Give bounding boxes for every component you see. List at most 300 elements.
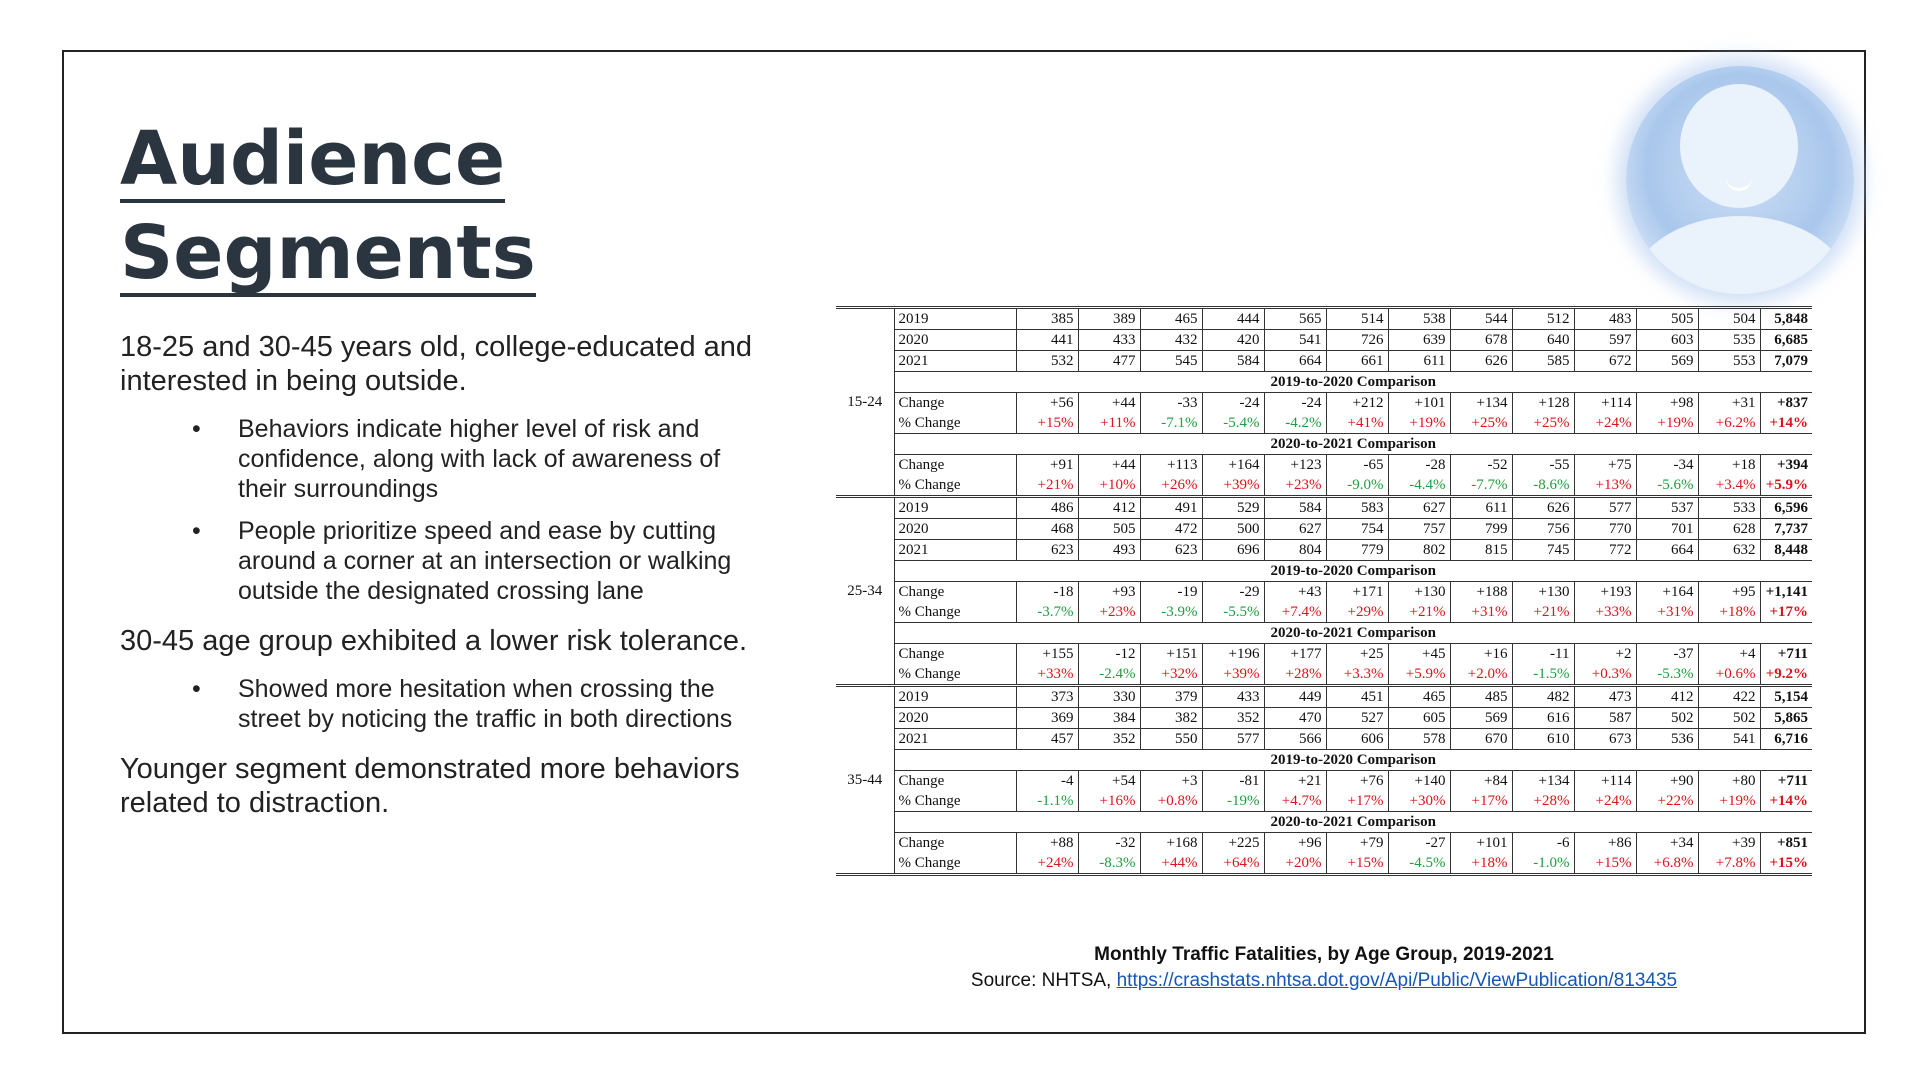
table-cell: +32%: [1140, 664, 1202, 686]
table-cell: 532: [1016, 351, 1078, 372]
row-total: +15%: [1760, 853, 1812, 875]
table-cell: 565: [1264, 308, 1326, 330]
slide-title: [120, 112, 536, 300]
table-cell: 470: [1264, 708, 1326, 729]
table-cell: +41%: [1326, 413, 1388, 434]
age-group-label: 15-24: [836, 308, 894, 497]
row-total: 6,685: [1760, 330, 1812, 351]
table-cell: -19: [1140, 582, 1202, 603]
table-cell: +64%: [1202, 853, 1264, 875]
table-cell: +128: [1512, 393, 1574, 414]
table-cell: -29: [1202, 582, 1264, 603]
table-cell: +18: [1698, 455, 1760, 476]
table-cell: +24%: [1574, 791, 1636, 812]
age-group-label: 35-44: [836, 686, 894, 875]
table-cell: +21: [1264, 771, 1326, 792]
table-cell: 465: [1140, 308, 1202, 330]
table-cell: 444: [1202, 308, 1264, 330]
row-label: 2021: [894, 540, 1016, 561]
table-cell: +22%: [1636, 791, 1698, 812]
table-cell: +24%: [1016, 853, 1078, 875]
table-cell: 505: [1636, 308, 1698, 330]
fatalities-table: [836, 306, 1812, 876]
table-cell: +39%: [1202, 664, 1264, 686]
table-cell: +164: [1202, 455, 1264, 476]
table-cell: +113: [1140, 455, 1202, 476]
table-cell: 512: [1512, 308, 1574, 330]
table-cell: 611: [1450, 497, 1512, 519]
table-cell: 545: [1140, 351, 1202, 372]
table-cell: 756: [1512, 519, 1574, 540]
table-cell: -4: [1016, 771, 1078, 792]
row-label: % Change: [894, 853, 1016, 875]
table-cell: +0.8%: [1140, 791, 1202, 812]
table-cell: +6.2%: [1698, 413, 1760, 434]
table-row: [836, 330, 1812, 351]
table-cell: +17%: [1326, 791, 1388, 812]
table-cell: +45: [1388, 644, 1450, 665]
row-total: 7,079: [1760, 351, 1812, 372]
table-cell: -33: [1140, 393, 1202, 414]
table-cell: -11: [1512, 644, 1574, 665]
table-cell: 485: [1450, 686, 1512, 708]
row-label: Change: [894, 644, 1016, 665]
table-cell: 678: [1450, 330, 1512, 351]
row-label: Change: [894, 582, 1016, 603]
table-cell: -18: [1016, 582, 1078, 603]
comparison-header: 2020-to-2021 Comparison: [894, 434, 1812, 455]
table-cell: -2.4%: [1078, 664, 1140, 686]
table-cell: +21%: [1388, 602, 1450, 623]
table-cell: +93: [1078, 582, 1140, 603]
table-cell: -3.7%: [1016, 602, 1078, 623]
table-cell: -1.5%: [1512, 664, 1574, 686]
table-cell: +212: [1326, 393, 1388, 414]
table-cell: 726: [1326, 330, 1388, 351]
change-row: [836, 455, 1812, 476]
table-cell: -1.1%: [1016, 791, 1078, 812]
row-label: Change: [894, 455, 1016, 476]
table-cell: 544: [1450, 308, 1512, 330]
table-cell: -24: [1264, 393, 1326, 414]
change-row: [836, 644, 1812, 665]
table-cell: 369: [1016, 708, 1078, 729]
table-cell: +39: [1698, 833, 1760, 854]
table-cell: 468: [1016, 519, 1078, 540]
table-cell: -81: [1202, 771, 1264, 792]
table-cell: +21%: [1016, 475, 1078, 497]
table-cell: +31%: [1450, 602, 1512, 623]
paragraph: 18-25 and 30-45 years old, college-educated and interested in being outside.: [120, 331, 753, 397]
table-cell: 661: [1326, 351, 1388, 372]
table-cell: +23%: [1264, 475, 1326, 497]
table-cell: +31%: [1636, 602, 1698, 623]
table-cell: +23%: [1078, 602, 1140, 623]
row-label: Change: [894, 393, 1016, 414]
table-cell: 584: [1202, 351, 1264, 372]
table-cell: -6: [1512, 833, 1574, 854]
table-cell: -7.1%: [1140, 413, 1202, 434]
table-cell: +123: [1264, 455, 1326, 476]
table-cell: -5.5%: [1202, 602, 1264, 623]
table-cell: 627: [1388, 497, 1450, 519]
table-cell: 491: [1140, 497, 1202, 519]
table-cell: -37: [1636, 644, 1698, 665]
row-total: 7,737: [1760, 519, 1812, 540]
table-cell: +24%: [1574, 413, 1636, 434]
table-cell: -12: [1078, 644, 1140, 665]
table-cell: 533: [1698, 497, 1760, 519]
row-total: +837: [1776, 395, 1808, 411]
table-cell: 605: [1388, 708, 1450, 729]
table-cell: 537: [1636, 497, 1698, 519]
table-cell: 566: [1264, 729, 1326, 750]
table-cell: 473: [1574, 686, 1636, 708]
table-cell: +39%: [1202, 475, 1264, 497]
table-cell: +28%: [1512, 791, 1574, 812]
paragraph: 30-45 age group exhibited a lower risk tolerance.: [120, 625, 748, 657]
table-row: [836, 351, 1812, 372]
table-cell: +91: [1016, 455, 1078, 476]
row-label: 2020: [894, 330, 1016, 351]
table-cell: -3.9%: [1140, 602, 1202, 623]
table-cell: +188: [1450, 582, 1512, 603]
table-cell: +2.0%: [1450, 664, 1512, 686]
table-cell: 603: [1636, 330, 1698, 351]
table-cell: +44%: [1140, 853, 1202, 875]
comparison-header-row: [836, 623, 1812, 644]
table-cell: +15%: [1326, 853, 1388, 875]
table-cell: -55: [1512, 455, 1574, 476]
table-cell: 584: [1264, 497, 1326, 519]
table-cell: 389: [1078, 308, 1140, 330]
pct-change-row: [836, 664, 1812, 686]
table-cell: +130: [1388, 582, 1450, 603]
table-cell: +19%: [1698, 791, 1760, 812]
table-cell: 757: [1388, 519, 1450, 540]
comparison-header: 2019-to-2020 Comparison: [894, 561, 1812, 582]
table-row: [836, 729, 1812, 750]
table-cell: 502: [1698, 708, 1760, 729]
table-cell: +11%: [1078, 413, 1140, 434]
table-cell: 412: [1078, 497, 1140, 519]
row-total: +711: [1777, 646, 1808, 662]
title-line-1: Audience: [120, 116, 506, 202]
table-cell: 585: [1512, 351, 1574, 372]
row-label: % Change: [894, 602, 1016, 623]
table-row: [836, 519, 1812, 540]
comparison-header: 2019-to-2020 Comparison: [894, 750, 1812, 771]
table-row: [836, 540, 1812, 561]
row-label: % Change: [894, 413, 1016, 434]
comparison-header: 2020-to-2021 Comparison: [894, 812, 1812, 833]
table-cell: -28: [1388, 455, 1450, 476]
table-cell: 379: [1140, 686, 1202, 708]
table-cell: 569: [1450, 708, 1512, 729]
avatar-shoulders: [1630, 216, 1850, 294]
table-cell: 535: [1698, 330, 1760, 351]
table-cell: +140: [1388, 771, 1450, 792]
table-cell: 628: [1698, 519, 1760, 540]
table-cell: 569: [1636, 351, 1698, 372]
table-cell: +31: [1698, 393, 1760, 414]
table-cell: -4.4%: [1388, 475, 1450, 497]
table-cell: +3.3%: [1326, 664, 1388, 686]
comparison-header-row: [836, 812, 1812, 833]
table-cell: +168: [1140, 833, 1202, 854]
table-cell: 623: [1016, 540, 1078, 561]
table-cell: +3: [1140, 771, 1202, 792]
table-cell: 505: [1078, 519, 1140, 540]
table-cell: +33%: [1574, 602, 1636, 623]
table-cell: 420: [1202, 330, 1264, 351]
table-cell: +30%: [1388, 791, 1450, 812]
table-cell: +10%: [1078, 475, 1140, 497]
table-cell: 606: [1326, 729, 1388, 750]
table-cell: +164: [1636, 582, 1698, 603]
table-cell: -8.6%: [1512, 475, 1574, 497]
table-cell: 701: [1636, 519, 1698, 540]
table-cell: +114: [1574, 771, 1636, 792]
table-cell: +19%: [1636, 413, 1698, 434]
table-cell: +26%: [1140, 475, 1202, 497]
row-label: 2019: [894, 497, 1016, 519]
table-cell: 627: [1264, 519, 1326, 540]
table-cell: 412: [1636, 686, 1698, 708]
caption-source: Source: NHTSA, https://crashstats.nhtsa.dot.gov/Api/Public/ViewPublication/813435: [970, 970, 1678, 991]
row-total: +1,141: [1765, 584, 1808, 600]
table-cell: 611: [1388, 351, 1450, 372]
table-cell: 382: [1140, 708, 1202, 729]
table-cell: +54: [1078, 771, 1140, 792]
table-cell: -24: [1202, 393, 1264, 414]
table-cell: 330: [1078, 686, 1140, 708]
table-row: [836, 708, 1812, 729]
table-cell: 577: [1202, 729, 1264, 750]
table-cell: 550: [1140, 729, 1202, 750]
table-cell: +134: [1450, 393, 1512, 414]
row-label: % Change: [894, 791, 1016, 812]
table-cell: -32: [1078, 833, 1140, 854]
row-total: 5,848: [1760, 308, 1812, 330]
table-cell: 664: [1264, 351, 1326, 372]
table-cell: 553: [1698, 351, 1760, 372]
table-cell: +86: [1574, 833, 1636, 854]
row-total: 5,865: [1760, 708, 1812, 729]
table-cell: +44: [1078, 455, 1140, 476]
pct-change-row: [836, 413, 1812, 434]
table-cell: +5.9%: [1388, 664, 1450, 686]
table-cell: 672: [1574, 351, 1636, 372]
table-cell: 802: [1388, 540, 1450, 561]
table-cell: 432: [1140, 330, 1202, 351]
table-cell: 538: [1388, 308, 1450, 330]
table-cell: +155: [1016, 644, 1078, 665]
table-cell: 536: [1636, 729, 1698, 750]
table-cell: 500: [1202, 519, 1264, 540]
change-row: [836, 582, 1812, 603]
bullet-icon: •: [192, 517, 201, 545]
table-cell: -5.4%: [1202, 413, 1264, 434]
table-cell: 352: [1078, 729, 1140, 750]
table-cell: +15%: [1574, 853, 1636, 875]
table-cell: 373: [1016, 686, 1078, 708]
row-label: 2019: [894, 308, 1016, 330]
table-cell: +20%: [1264, 853, 1326, 875]
table-cell: 493: [1078, 540, 1140, 561]
table-cell: 577: [1574, 497, 1636, 519]
table-cell: 626: [1512, 497, 1574, 519]
table-cell: +33%: [1016, 664, 1078, 686]
row-total: +14%: [1760, 791, 1812, 812]
row-total: +5.9%: [1760, 475, 1812, 497]
table-cell: +75: [1574, 455, 1636, 476]
table-cell: 799: [1450, 519, 1512, 540]
table-cell: 465: [1388, 686, 1450, 708]
bullet-item: • Behaviors indicate higher level of risk and confidence, along with lack of awareness of their surroundings: [192, 415, 721, 503]
change-row: [836, 833, 1812, 854]
table-cell: +101: [1388, 393, 1450, 414]
pct-change-row: [836, 475, 1812, 497]
comparison-header-row: [836, 561, 1812, 582]
table-cell: +6.8%: [1636, 853, 1698, 875]
table-cell: -34: [1636, 455, 1698, 476]
table-cell: 583: [1326, 497, 1388, 519]
table-cell: +193: [1574, 582, 1636, 603]
table-cell: 385: [1016, 308, 1078, 330]
table-cell: +15%: [1016, 413, 1078, 434]
table-cell: 578: [1388, 729, 1450, 750]
table-cell: +18%: [1698, 602, 1760, 623]
pct-change-row: [836, 853, 1812, 875]
row-label: % Change: [894, 475, 1016, 497]
table-cell: +43: [1264, 582, 1326, 603]
table-cell: -8.3%: [1078, 853, 1140, 875]
table-cell: 616: [1512, 708, 1574, 729]
source-link[interactable]: https://crashstats.nhtsa.dot.gov/Api/Public/ViewPublication/813435: [1116, 970, 1678, 991]
row-label: 2021: [894, 729, 1016, 750]
table-cell: +79: [1326, 833, 1388, 854]
table-cell: +2: [1574, 644, 1636, 665]
table-cell: +98: [1636, 393, 1698, 414]
table-cell: -5.3%: [1636, 664, 1698, 686]
table-cell: 640: [1512, 330, 1574, 351]
pct-change-row: [836, 602, 1812, 623]
bullet-item: • People prioritize speed and ease by cutting around a corner at an intersection or walking outside the designated crossing lane: [192, 517, 732, 605]
table-cell: 626: [1450, 351, 1512, 372]
table-cell: +7.4%: [1264, 602, 1326, 623]
table-cell: 673: [1574, 729, 1636, 750]
comparison-header: 2019-to-2020 Comparison: [894, 372, 1812, 393]
table-cell: 483: [1574, 308, 1636, 330]
table-cell: -5.6%: [1636, 475, 1698, 497]
row-label: 2020: [894, 519, 1016, 540]
bullet-item: • Showed more hesitation when crossing the street by noticing the traffic in both directions: [192, 675, 733, 733]
table-cell: +130: [1512, 582, 1574, 603]
table-cell: +13%: [1574, 475, 1636, 497]
table-cell: +21%: [1512, 602, 1574, 623]
table-cell: 433: [1078, 330, 1140, 351]
table-cell: -1.0%: [1512, 853, 1574, 875]
table-cell: +101: [1450, 833, 1512, 854]
table-cell: +151: [1140, 644, 1202, 665]
row-label: Change: [894, 771, 1016, 792]
table-cell: +84: [1450, 771, 1512, 792]
table-cell: 441: [1016, 330, 1078, 351]
table-row: [836, 308, 1812, 330]
table-cell: +29%: [1326, 602, 1388, 623]
table-cell: 610: [1512, 729, 1574, 750]
table-cell: 472: [1140, 519, 1202, 540]
table-cell: +25: [1326, 644, 1388, 665]
table-cell: +95: [1698, 582, 1760, 603]
table-cell: +76: [1326, 771, 1388, 792]
table-cell: -19%: [1202, 791, 1264, 812]
table-cell: -4.5%: [1388, 853, 1450, 875]
table-cell: +18%: [1450, 853, 1512, 875]
row-label: % Change: [894, 664, 1016, 686]
comparison-header-row: [836, 372, 1812, 393]
table-cell: -7.7%: [1450, 475, 1512, 497]
row-total: +394: [1776, 457, 1808, 473]
table-cell: +88: [1016, 833, 1078, 854]
table-cell: 696: [1202, 540, 1264, 561]
table-cell: -4.2%: [1264, 413, 1326, 434]
table-cell: 670: [1450, 729, 1512, 750]
row-label: 2020: [894, 708, 1016, 729]
row-label: Change: [894, 833, 1016, 854]
table-cell: 457: [1016, 729, 1078, 750]
table-cell: 504: [1698, 308, 1760, 330]
table-cell: +25%: [1512, 413, 1574, 434]
table-cell: +96: [1264, 833, 1326, 854]
table-cell: 639: [1388, 330, 1450, 351]
change-row: [836, 771, 1812, 792]
table-cell: 772: [1574, 540, 1636, 561]
bullet-icon: •: [192, 415, 201, 443]
table-cell: 514: [1326, 308, 1388, 330]
table-cell: 623: [1140, 540, 1202, 561]
age-group-label: 25-34: [836, 497, 894, 686]
table-cell: 477: [1078, 351, 1140, 372]
table-cell: +0.6%: [1698, 664, 1760, 686]
pct-change-row: [836, 791, 1812, 812]
table-cell: +44: [1078, 393, 1140, 414]
table-cell: 433: [1202, 686, 1264, 708]
table-cell: 502: [1636, 708, 1698, 729]
table-cell: +25%: [1450, 413, 1512, 434]
paragraph: Younger segment demonstrated more behaviors related to distraction.: [120, 753, 740, 819]
table-cell: +0.3%: [1574, 664, 1636, 686]
table-cell: +28%: [1264, 664, 1326, 686]
table-cell: +56: [1016, 393, 1078, 414]
table-cell: -52: [1450, 455, 1512, 476]
table-cell: +16%: [1078, 791, 1140, 812]
table-cell: -27: [1388, 833, 1450, 854]
row-label: 2021: [894, 351, 1016, 372]
comparison-header-row: [836, 434, 1812, 455]
table-cell: 779: [1326, 540, 1388, 561]
table-cell: +225: [1202, 833, 1264, 854]
table-cell: 384: [1078, 708, 1140, 729]
table-cell: 451: [1326, 686, 1388, 708]
table-cell: +16: [1450, 644, 1512, 665]
table-cell: +34: [1636, 833, 1698, 854]
row-total: 5,154: [1760, 686, 1812, 708]
table-cell: +196: [1202, 644, 1264, 665]
row-total: +9.2%: [1760, 664, 1812, 686]
slide-body: [120, 330, 760, 836]
